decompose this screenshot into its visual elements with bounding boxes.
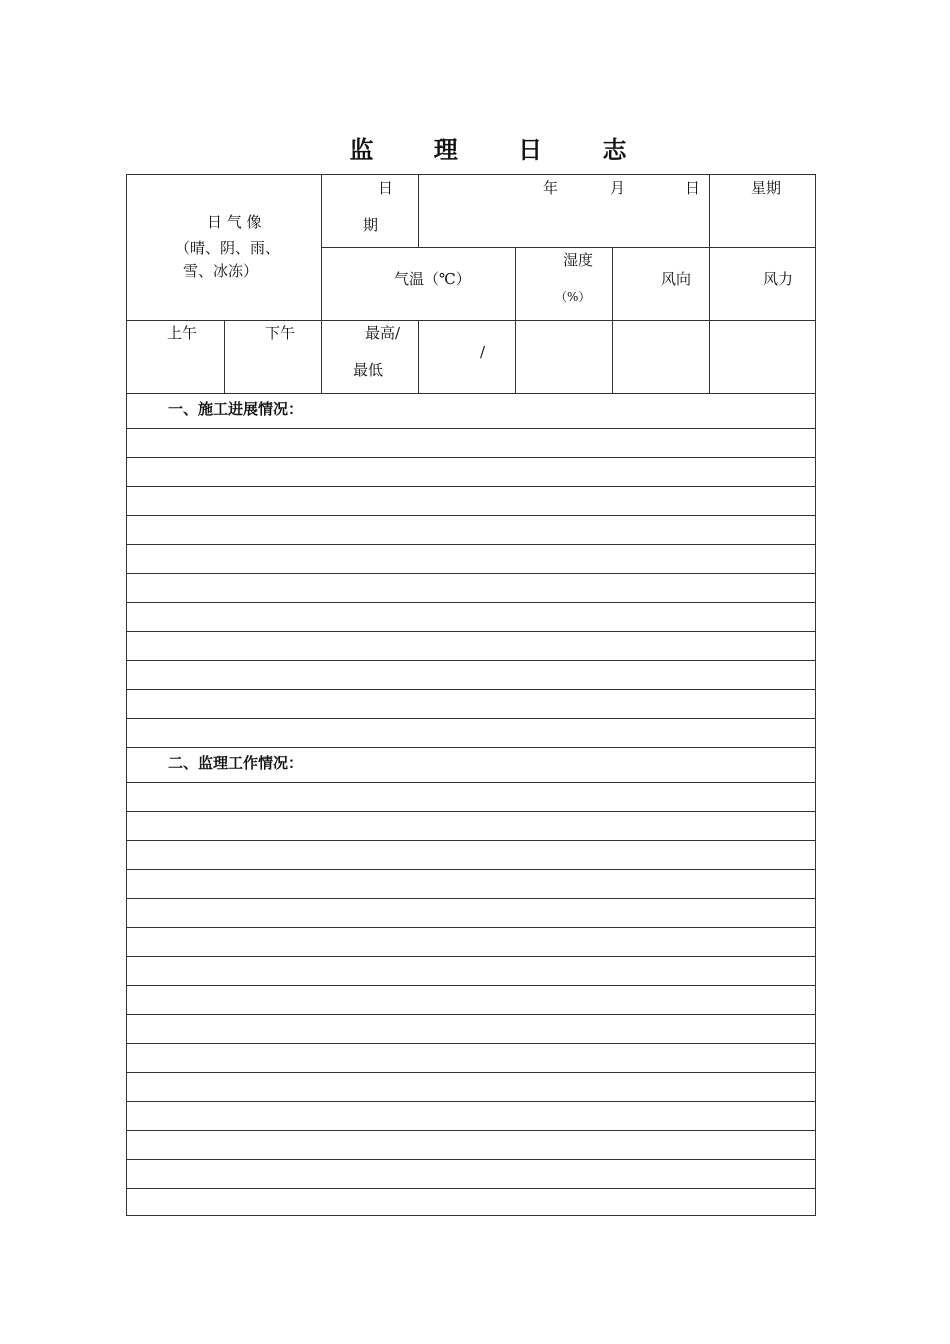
writing-line xyxy=(127,747,816,748)
writing-line xyxy=(127,956,816,957)
writing-line xyxy=(127,1188,816,1189)
writing-line xyxy=(127,898,816,899)
divider xyxy=(224,320,225,393)
writing-line xyxy=(127,811,816,812)
page-title: 监 理 日 志 xyxy=(349,135,653,164)
writing-line xyxy=(127,689,816,690)
wind-force-label: 风力 xyxy=(763,270,794,288)
writing-line xyxy=(127,544,816,545)
writing-line xyxy=(127,985,816,986)
humidity-unit: （%） xyxy=(555,290,591,304)
writing-line xyxy=(127,1130,816,1131)
writing-line xyxy=(127,515,816,516)
writing-line xyxy=(127,718,816,719)
high-low-label-top: 最高/ xyxy=(365,324,401,342)
writing-line xyxy=(127,486,816,487)
writing-line xyxy=(127,631,816,632)
divider xyxy=(709,175,710,247)
wind-direction-label: 风向 xyxy=(661,270,692,288)
weather-options-line1: （晴、阴、雨、 xyxy=(175,239,281,257)
divider xyxy=(321,247,816,248)
writing-line xyxy=(127,457,816,458)
log-form-table xyxy=(126,174,816,1216)
temperature-separator: / xyxy=(480,343,486,361)
writing-line xyxy=(127,927,816,928)
morning-label: 上午 xyxy=(167,324,198,342)
writing-line xyxy=(127,660,816,661)
divider xyxy=(321,175,322,393)
divider xyxy=(127,320,816,321)
writing-line xyxy=(127,869,816,870)
writing-line xyxy=(127,840,816,841)
section-progress-heading: 一、施工进展情况： xyxy=(168,400,304,418)
month-label: 月 xyxy=(610,179,626,197)
date-label-top: 日 xyxy=(378,179,394,197)
writing-line xyxy=(127,1101,816,1102)
writing-line xyxy=(127,428,816,429)
weekday-label: 星期 xyxy=(751,179,782,197)
year-label: 年 xyxy=(543,179,559,197)
weather-options-line2: 雪、冰冻） xyxy=(183,262,259,280)
temperature-label: 气温（℃） xyxy=(394,270,471,288)
writing-line xyxy=(127,573,816,574)
writing-line xyxy=(127,1043,816,1044)
writing-line xyxy=(127,1072,816,1073)
date-label-bottom: 期 xyxy=(363,216,379,234)
divider xyxy=(418,175,419,247)
writing-line xyxy=(127,1159,816,1160)
section-supervision-heading: 二、监理工作情况： xyxy=(168,754,304,772)
writing-line xyxy=(127,782,816,783)
humidity-label: 湿度 xyxy=(563,251,594,269)
day-label: 日 xyxy=(685,179,701,197)
divider xyxy=(127,393,816,394)
divider xyxy=(418,320,419,393)
afternoon-label: 下午 xyxy=(265,324,296,342)
writing-line xyxy=(127,602,816,603)
writing-line xyxy=(127,1014,816,1015)
high-low-label-bottom: 最低 xyxy=(353,361,384,379)
weather-label: 日 气 像 xyxy=(207,213,262,231)
